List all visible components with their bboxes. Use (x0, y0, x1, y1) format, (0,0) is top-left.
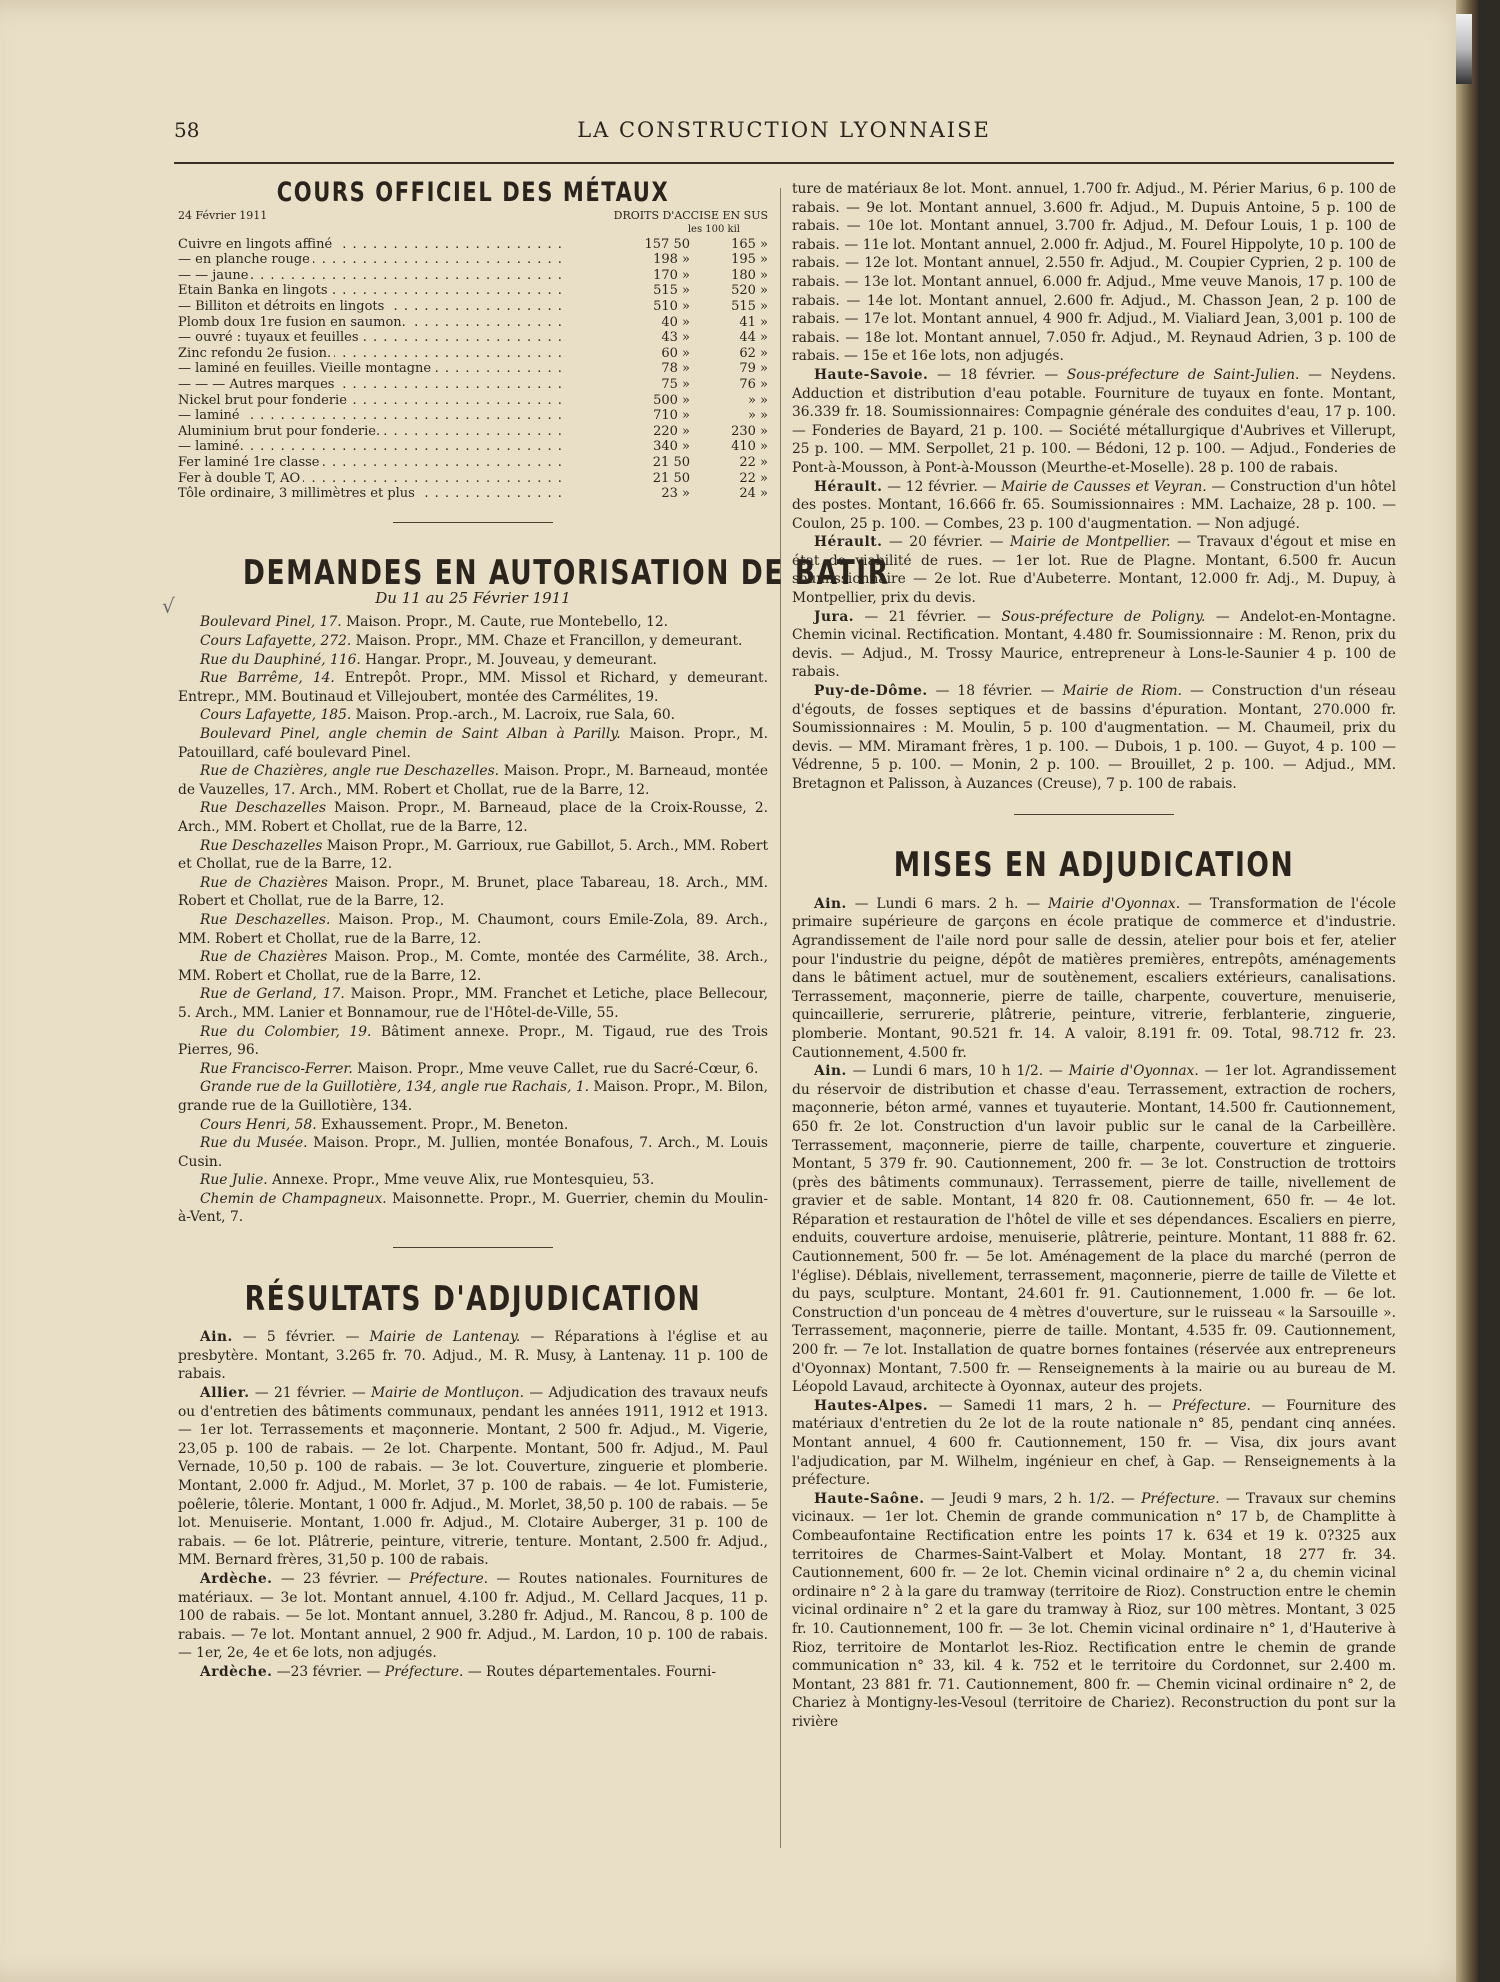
metal-row (178, 283, 768, 299)
permit-address: Rue Deschazelles. (200, 911, 331, 928)
permit-address: Rue Deschazelles (200, 800, 327, 817)
permit-address: Boulevard Pinel, angle chemin de Saint Alban à Parilly. (200, 726, 621, 743)
metal-name: — laminé (178, 408, 243, 423)
metal-price: 515 » (653, 283, 690, 299)
department: Hautes-Alpes. (814, 1397, 929, 1414)
authority: Mairie de Lantenay. (369, 1329, 521, 1346)
metal-price: 198 » (653, 252, 690, 268)
permit-entry (178, 1134, 768, 1171)
entry-date: — Lundi 6 mars. 2 h. — (846, 895, 1049, 912)
metal-name: Fer laminé 1re classe (178, 455, 322, 470)
permit-entry (178, 632, 768, 651)
permit-details: Maison. Prop.-arch., M. Lacroix, rue Sala, 60. (351, 707, 676, 724)
permit-entry (178, 762, 768, 799)
permit-entry (178, 799, 768, 836)
permit-details: Maison. Propr., M. Barneaud, place de la Croix-Rousse, 2. Arch., MM. Robert et Chollat, rue de la Barre, 12. (178, 800, 768, 835)
metal-name: — Billiton et détroits en lingots (178, 299, 387, 314)
result-entry (178, 1570, 768, 1663)
metal-name: — — — Autres marques (178, 377, 337, 392)
metal-name: Aluminium brut pour fonderie. (178, 424, 383, 439)
right-column (792, 180, 1396, 1732)
book-spine (1456, 0, 1478, 1982)
permit-details: Maison. Prop., M. Chaumont, cours Emile-Zola, 89. Arch., MM. Robert et Chollat, rue de la Barre, 12. (178, 911, 768, 947)
permit-entry (178, 911, 768, 948)
metal-name-cell (178, 346, 612, 362)
permit-address: Rue du Dauphiné, 116. (200, 651, 361, 668)
permit-address: Rue Barrême, 14. (200, 670, 335, 687)
department: Hérault. (814, 478, 883, 495)
resultats-continued (792, 180, 1396, 794)
result-entry (178, 1384, 768, 1570)
permit-entry (178, 1023, 768, 1060)
metal-name: Nickel brut pour fonderie (178, 393, 350, 408)
authority: Préfecture. (384, 1663, 464, 1680)
metal-price: 710 » (653, 408, 690, 424)
metaux-title: COURS OFFICIEL DES MÉTAUX (276, 177, 670, 208)
tender-entry (792, 895, 1396, 1062)
metaux-subheader (178, 209, 768, 237)
metal-duty-price: 230 » (731, 423, 768, 439)
metal-name: Tôle ordinaire, 3 millimètres et plus (178, 486, 418, 501)
department: Allier. (200, 1385, 250, 1402)
metaux-col-unit: les 100 kil (687, 223, 740, 235)
metal-price: 21 50 (652, 454, 690, 470)
metal-name-cell (178, 486, 612, 502)
permit-address: Cours Lafayette, 272. (200, 633, 352, 650)
metal-price: 60 » (661, 345, 690, 361)
tender-entry (792, 1397, 1396, 1490)
permit-details: Maison. Propr., M. Barneaud, montée de Vauzelles, 17. Arch., MM. Robert et Chollat, rue de la Barre, 12. (178, 763, 768, 798)
permit-address: Cours Henri, 58. (200, 1116, 317, 1133)
metal-duty-price: 44 » (739, 330, 768, 346)
metal-price: 340 » (653, 439, 690, 455)
department: Puy-de-Dôme. (814, 683, 928, 700)
metal-row (178, 268, 768, 284)
metal-duty-price: 180 » (731, 267, 768, 283)
entry-date: — 23 février. — (272, 1570, 410, 1587)
metal-name-cell (178, 237, 612, 253)
section-separator (178, 1235, 768, 1254)
resultats-list (178, 1328, 768, 1681)
result-entry (792, 366, 1396, 478)
entry-date: — 18 février. — (928, 366, 1067, 383)
metal-price: 500 » (653, 392, 690, 408)
metal-row (178, 299, 768, 315)
entry-text: — Construction d'un réseau d'égouts, de fosses septiques et de bassins d'épuration. Montant, 270.000 fr. Soumissionnaires : M. Moulin, 5 p. 100 d'augmentation. — M. Chaumeil, prix du devis. — MM. Miramant frères, 1 p. 100. — Dubois, 1 p. 100. — Guyot, 4 p. 100 — Védrenne, 5 p. 100. — Monin, 2 p. 100. — Brouillet, 2 p. 100. — Adjud., MM. Bretagnon et Palisson, à Auzances (Creuse), 7 p. 100 de rabais. (792, 683, 1396, 792)
permit-entry (178, 1060, 768, 1079)
tender-entry (792, 1062, 1396, 1397)
metal-name: Cuivre en lingots affiné (178, 237, 335, 252)
department: Haute-Savoie. (814, 366, 929, 383)
metal-price: 43 » (661, 330, 690, 346)
entry-date: — Lundi 6 mars, 10 h 1/2. — (846, 1063, 1069, 1080)
calibration-strip (1456, 14, 1472, 84)
permit-details: Entrepôt. Propr., MM. Missol et Richard, y demeurant. Entrepr., MM. Boutinaud et Villejoubert, montée des Carmélites, 19. (178, 670, 768, 705)
permit-address: Rue du Colombier, 19. (200, 1023, 372, 1040)
metal-price: 23 » (661, 486, 690, 502)
metal-row (178, 424, 768, 440)
metaux-table (178, 237, 768, 502)
metal-name: Plomb doux 1re fusion en saumon. (178, 315, 409, 330)
metal-duty-price: 165 » (731, 236, 768, 252)
department: Haute-Saône. (814, 1490, 925, 1507)
department: Ardèche. (200, 1663, 273, 1680)
entry-date: — 18 février. — (927, 683, 1063, 700)
metal-duty-price: 22 » (739, 454, 768, 470)
metal-duty-price: 62 » (739, 345, 768, 361)
section-separator (792, 802, 1396, 821)
permit-address: Grande rue de la Guillotière, 134, angle rue Rachais, 1. (200, 1079, 590, 1096)
entry-date: — 20 février. — (882, 534, 1010, 551)
metal-name-cell (178, 315, 612, 331)
permit-entry (178, 948, 768, 985)
permit-details: Maison. Prop., M. Comte, montée des Carmélite, 38. Arch., MM. Robert et Chollat, rue de la Barre, 12. (178, 949, 768, 984)
metal-name: Etain Banka en lingots (178, 283, 331, 298)
metal-name-cell (178, 439, 612, 455)
metal-duty-price: » » (747, 392, 768, 408)
metal-row (178, 330, 768, 346)
result-entry (792, 478, 1396, 534)
permit-address: Chemin de Champagneux. (200, 1190, 387, 1207)
permit-entry (178, 837, 768, 874)
permit-address: Rue Julie. (200, 1172, 268, 1189)
result-entry (178, 1663, 768, 1682)
permit-address: Rue du Musée. (200, 1135, 308, 1152)
mises-title: MISES EN ADJUDICATION (893, 845, 1295, 886)
metal-duty-price: 79 » (739, 361, 768, 377)
entry-date: — Samedi 11 mars, 2 h. — (928, 1397, 1173, 1414)
entry-date: — 21 février. — (249, 1385, 371, 1402)
metal-row (178, 361, 768, 377)
permit-entry (178, 651, 768, 670)
metal-price: 170 » (653, 267, 690, 283)
permit-entry (178, 669, 768, 706)
metal-price: 157 50 (644, 236, 690, 252)
permit-address: Rue de Gerland, 17. (200, 986, 345, 1003)
metal-row (178, 439, 768, 455)
metal-price: 21 50 (652, 470, 690, 486)
metal-name-cell (178, 424, 612, 440)
permit-details: Annexe. Propr., Mme veuve Alix, rue Montesquieu, 53. (267, 1172, 655, 1189)
department: Hérault. (814, 534, 883, 551)
entry-date: —23 février. — (272, 1663, 385, 1680)
metal-row (178, 486, 768, 502)
metal-duty-price: 515 » (731, 298, 768, 314)
entry-text: — Travaux sur chemins vicinaux. — 1er lot. Chemin de grande communication n° 17 b, de Champlitte à Combeaufontaine Rectification entre les points 17 k. 634 et 19 k. 0?325 aux territoires de Charmes-Saint-Valbert et Molay. Montant, 18 277 fr. 34. Cautionnement, 600 fr. — 2e lot. Chemin vicinal ordinaire n° 2 a, du chemin vicinal ordinaire n° 2 à la gare du tramway (territoire de Rioz). Construction entre le chemin vicinal ordinaire n° 2 et la gare du tramway à Rioz, sur 100 mètres. Montant, 3 025 fr. 10. Cautionnement, 100 fr. — 3e lot. Chemin vicinal ordinaire n° 1, d'Hauterive à Rioz, territoire de Montarlot les-Rioz. Rectification entre le chemin de grande communication n° 33, kil. 4 k. 752 et le territoire du Cordonnet, sur 2.400 m. Montant, 23 881 fr. 71. Cautionnement, 800 fr. — Chemin vicinal ordinaire n° 2, de Chariez à Montigny-les-Vesoul (territoire de Chariez). Reconstruction du pont sur la rivière (792, 1490, 1396, 1730)
metal-name: — laminé. (178, 439, 247, 454)
permit-entry (178, 706, 768, 725)
metal-name: Fer à double T, AO (178, 471, 303, 486)
permit-details: Maison. Propr., M. Jullien, montée Bonafous, 7. Arch., M. Louis Cusin. (178, 1135, 768, 1170)
entry-text: — Andelot-en-Montagne. Chemin vicinal. Rectification. Montant, 4.480 fr. Soumissionnaire : M. Renon, prix du devis. — Adjud., M. Trossy Maurice, entrepreneur à Lons-le-Saunier 4 p. 100 de rabais. (792, 608, 1396, 681)
metal-name-cell (178, 455, 612, 471)
metal-name-cell (178, 283, 612, 299)
metal-duty-price: » » (747, 408, 768, 424)
metal-duty-price: 520 » (731, 283, 768, 299)
result-entry (792, 608, 1396, 682)
entry-text: — Construction d'un hôtel des postes. Montant, 16.666 fr. 65. Soumissionnaires : MM. Lachaize, 28 p. 100. — Coulon, 25 p. 100. — Combes, 23 p. 100 d'augmentation. — Non adjugé. (792, 478, 1396, 532)
section-separator (178, 510, 768, 529)
entry-text: — 1er lot. Agrandissement du réservoir de distribution et chasse d'eau. Terrassement, extraction de rochers, maçonnerie, béton armé, vannes et tuyauterie. Montant, 14.500 fr. Cautionnement, 650 fr. 2e lot. Construction d'un lavoir public sur le canal de la Carbeillère. Terrassement, maçonnerie, pierre de taille, charpente, couverture et zinguerie. Montant, 5 379 fr. 90. Cautionnement, 200 fr. — 3e lot. Construction de trottoirs (près des bâtiments communaux). Terrassement, pierre de taille, nivellement de gravier et de sable. Montant, 14 820 fr. 08. Cautionnement, 650 fr. — 4e lot. Réparation et restauration de l'hôtel de ville et ses dépendances. Escaliers en pierre, enduits, couverture ardoise, menuiserie, plâtrerie, peinture. Montant, 11 888 fr. 62. Cautionnement, 500 fr. — 5e lot. Aménagement de la place du marché (perron de l'église). Déblais, nivellement, terrassement, maçonnerie, pierre de taille de Vilette et du pays, sculpture. Montant, 24.601 fr. 91. Cautionnement, 1.000 fr. — 6e lot. Construction d'un ponceau de 4 mètres d'ouverture, sur le ruisseau « la Sarsouille ». Terrassement, maçonnerie, pierre de taille. Montant, 4.535 fr. 09. Cautionnement, 200 fr. — 7e lot. Installation de quatre bornes fontaines (réservée aux entrepreneurs d'Oyonnax) Montant, 7.500 fr. — Renseignements à la mairie ou au bureau de M. Léopold Lavaud, architecte à Oyonnax, auteur des projets. (792, 1063, 1396, 1396)
metal-duty-price: 41 » (739, 314, 768, 330)
entry-date: — Jeudi 9 mars, 2 h. 1/2. — (924, 1490, 1142, 1507)
batir-title: DEMANDES EN AUTORISATION DE BATIR (242, 553, 890, 594)
metal-name: — ouvré : tuyaux et feuilles (178, 330, 362, 345)
metal-row (178, 393, 768, 409)
permit-address: Rue Francisco-Ferrer. (200, 1060, 353, 1077)
permit-entry (178, 1078, 768, 1115)
department: Ain. (200, 1329, 233, 1346)
authority: Mairie d'Oyonnax. (1068, 1063, 1199, 1080)
column-divider (780, 188, 781, 1848)
permit-details: Bâtiment annexe. Propr., M. Tigaud, rue des Trois Pierres, 96. (178, 1023, 769, 1059)
permit-entry (178, 1116, 768, 1135)
metal-price: 75 » (661, 376, 690, 392)
permit-details: Maison. Propr., MM. Franchet et Letiche, place Bellecour, 5. Arch., MM. Lanier et Bonnamour, rue de l'Hôtel-de-Ville, 55. (178, 986, 768, 1021)
department: Ain. (814, 1063, 847, 1080)
entry-text: — Routes nationales. Fournitures de matériaux. — 3e lot. Montant annuel, 4.100 fr. Adjud., M. Cellard Jacques, 11 p. 100 de rabais. — 5e lot. Montant annuel, 3.280 fr. Adjud., M. Rancou, 8 p. 100 de rabais. — 7e lot. Montant annuel, 2 900 fr. Adjud., M. Lardon, 10 p. 100 de rabais. — 1er, 2e, 4e et 6e lots, non adjugés. (178, 1570, 768, 1662)
metal-duty-price: 195 » (731, 252, 768, 268)
entry-text: — Travaux d'égout et mise en état de viabilité de rues. — 1er lot. Rue de Plagne. Montant, 6.500 fr. Aucun soumissionnaire — 2e lot. Rue d'Aubeterre. Montant, 12.000 fr. Adj., M. Dupuy, à Montpellier, prix du devis. (792, 534, 1396, 607)
batir-date: Du 11 au 25 Février 1911 (375, 588, 571, 607)
entry-text: — Transformation de l'école primaire supérieure de garçons en école pratique de commerce et d'industrie. Agrandissement de l'aile nord pour salle de dessin, atelier pour bois et fer, atelier pour l'industrie du peigne, dépôt de matières premières, entrepôts, aménagements dans le bâtiment actuel, mur de soutènement, escaliers extérieurs, canalisations. Terrassement, maçonnerie, pierre de taille, charpente, couverture, menuiserie, quincaillerie, serrurerie, plâtrerie, peinture, vitrerie, ferblanterie, zinguerie, plomberie. Montant, 90.521 fr. 14. A valoir, 8.191 fr. 09. Total, 98.712 fr. 23. Cautionnement, 4.500 fr. (792, 895, 1396, 1061)
entry-text: — Réparations à l'église et au presbytère. Montant, 3.265 fr. 70. Adjud., M. R. Musy, à Lantenay. 11 p. 100 de rabais. (178, 1329, 768, 1383)
metal-row (178, 408, 768, 424)
permit-details: Maison. Propr., Mme veuve Callet, rue du Sacré-Cœur, 6. (352, 1060, 759, 1077)
permit-details: Maison. Propr., M. Bilon, grande rue de la Guillotière, 134. (178, 1079, 768, 1114)
metal-row (178, 455, 768, 471)
metal-name: Zinc refondu 2e fusion. (178, 346, 334, 361)
metal-row (178, 377, 768, 393)
authority: Sous-préfecture de Saint-Julien. (1066, 366, 1300, 383)
permit-details: Maison Propr., M. Garrioux, rue Gabillot, 5. Arch., MM. Robert et Chollat, rue de la Barre, 12. (178, 837, 768, 873)
metal-duty-price: 410 » (731, 439, 768, 455)
authority: Mairie de Montluçon. (370, 1385, 525, 1402)
metal-row (178, 471, 768, 487)
result-entry (178, 1328, 768, 1384)
permit-entry (178, 1190, 768, 1227)
authority: Préfecture. (1172, 1397, 1251, 1414)
metal-name-cell (178, 268, 612, 284)
page-header (174, 118, 1394, 146)
permit-entry (178, 725, 768, 762)
department: Ain. (814, 895, 847, 912)
metal-duty-price: 22 » (739, 470, 768, 486)
entry-date: — 12 février. — (882, 478, 1002, 495)
permit-details: Hangar. Propr., M. Jouveau, y demeurant. (360, 651, 657, 668)
metaux-col-header: DROITS D'ACCISE EN SUS (613, 208, 768, 222)
permit-entry (178, 613, 768, 632)
authority: Mairie de Montpellier. (1009, 534, 1171, 551)
tender-entry (792, 1490, 1396, 1732)
permit-address: Rue de Chazières, angle rue Deschazelles. (200, 763, 500, 780)
metal-name-cell (178, 377, 612, 393)
permit-address: Rue de Chazières (200, 874, 328, 891)
permit-address: Rue Deschazelles (200, 837, 323, 854)
result-entry (792, 533, 1396, 607)
permit-entry (178, 874, 768, 911)
metal-name-cell (178, 393, 612, 409)
authority: Préfecture. (1141, 1490, 1220, 1507)
permit-details: Maison. Propr., M. Patouillard, café boulevard Pinel. (178, 726, 768, 761)
authority: Préfecture. (409, 1570, 489, 1587)
authority: Mairie de Causses et Veyran. (1001, 478, 1207, 495)
metal-name: — laminé en feuilles. Vieille montagne (178, 361, 434, 376)
metal-price: 510 » (653, 298, 690, 314)
metal-row (178, 315, 768, 331)
metal-name: — en planche rouge (178, 252, 313, 267)
entry-text: — Adjudication des travaux neufs ou d'entretien des bâtiments communaux, pendant les années 1911, 1912 et 1913. — 1er lot. Terrassements et maçonnerie. Montant, 2 500 fr. Adjud., M. Vigerie, 23,05 p. 100 de rabais. — 2e lot. Charpente. Montant, 500 fr. Adjud., M. Paul Vernade, 10,50 p. 100 de rabais. — 3e lot. Couverture, zinguerie et plomberie. Montant, 2.000 fr. Adjud., M. Morlet, 37 p. 100 de rabais. — 4e lot. Fumisterie, poêlerie, tôlerie. Montant, 1 000 fr. Adjud., M. Morlet, 38,50 p. 100 de rabais. — 5e lot. Menuiserie. Montant, 1.000 fr. Adjud., M. Clotaire Auberger, 31 p. 100 de rabais. — 6e lot. Plâtrerie, peinture, vitrerie, tenture. Montant, 2.500 fr. Adjud., MM. Bernard frères, 31,50 p. 100 de rabais. (178, 1385, 768, 1569)
permit-address: Boulevard Pinel, 17. (200, 614, 342, 631)
entry-text: — Fourniture des matériaux d'entretien du 2e lot de la route nationale n° 85, pendant cinq années. Montant annuel, 4 600 fr. Cautionnement, 150 fr. — Visa, dix jours avant l'adjudication, par M. Wilhelm, ingénieur en chef, à Gap. — Renseignements à la préfecture. (792, 1397, 1396, 1489)
permit-entry (178, 985, 768, 1022)
authority: Mairie d'Oyonnax. (1048, 895, 1181, 912)
result-entry (792, 682, 1396, 794)
entry-text: ture de matériaux 8e lot. Mont. annuel, 1.700 fr. Adjud., M. Périer Marius, 6 p. 100 de rabais. — 9e lot. Montant annuel, 3.600 fr. Adjud., M. Dupuis Antoine, 5 p. 100 de rabais. — 10e lot. Montant annuel, 3.700 fr. Adjud., M. Defour Louis, 1 p. 100 de rabais. — 11e lot. Montant annuel, 2.000 fr. Adjud., M. Fourel Hippolyte, 10 p. 100 de rabais. — 12e lot. Montant annuel, 2.550 fr. Adjud., M. Coupier Cyprien, 2 p. 100 de rabais. — 13e lot. Montant annuel, 6.000 fr. Adjud., Mme veuve Manois, 17 p. 100 de rabais. — 14e lot. Montant annuel, 2.600 fr. Adjud., M. Chasson Jean, 2 p. 100 de rabais. — 17e lot. Montant annuel, 4 900 fr. Adjud., M. Vialiard Jean, 3,001 p. 100 de rabais. — 18e lot. Montant annuel, 7.050 fr. Adjud., M. Reynaud Adrien, 3 p. 100 de rabais. — 15e et 16e lots, non adjugés. (792, 181, 1396, 365)
metal-price: 220 » (653, 423, 690, 439)
department: Jura. (814, 608, 855, 625)
permit-details: Exhaussement. Propr., M. Beneton. (316, 1116, 569, 1133)
entry-date: — 5 février. — (232, 1329, 370, 1346)
authority: Mairie de Riom. (1062, 683, 1182, 700)
page-number: 58 (174, 118, 200, 142)
metaux-date: 24 Février 1911 (178, 208, 268, 222)
authority: Sous-préfecture de Poligny. (1001, 608, 1206, 625)
metal-row (178, 237, 768, 253)
result-entry (792, 180, 1396, 366)
metal-name-cell (178, 471, 612, 487)
metal-name-cell (178, 408, 612, 424)
permit-details: Maison. Propr., M. Brunet, place Tabareau, 18. Arch., MM. Robert et Chollat, rue de la Barre, 12. (178, 874, 769, 910)
permit-address: Rue de Chazières (200, 949, 328, 966)
permit-entry (178, 1171, 768, 1190)
header-rule (174, 162, 1394, 164)
metal-row (178, 346, 768, 362)
metal-price: 40 » (661, 314, 690, 330)
handwritten-checkmark: √ (162, 594, 175, 618)
metal-name-cell (178, 299, 612, 315)
metal-price: 78 » (661, 361, 690, 377)
metal-name: — — jaune (178, 268, 251, 283)
permit-details: Maison. Propr., MM. Chaze et Francillon, y demeurant. (351, 633, 743, 650)
permit-address: Cours Lafayette, 185. (200, 707, 352, 724)
metal-name-cell (178, 330, 612, 346)
metal-name-cell (178, 361, 612, 377)
entry-text: — Routes départementales. Fourni- (463, 1663, 717, 1680)
resultats-title: RÉSULTATS D'ADJUDICATION (244, 1278, 702, 1319)
metal-name-cell (178, 252, 612, 268)
running-title: LA CONSTRUCTION LYONNAISE (577, 118, 991, 142)
metal-duty-price: 24 » (739, 486, 768, 502)
batir-list (178, 613, 768, 1227)
entry-date: — 21 février. — (854, 608, 1002, 625)
entry-text: — Neydens. Adduction et distribution d'eau potable. Fourniture de tuyaux en fonte. Montant, 36.339 fr. 18. Soumissionnaires: Compagnie générale des conduites d'eau, 17 p. 100. — Fonderies de Bayard, 21 p. 100. — Société métallurgique d'Aubrives et Villerupt, 25 p. 100. — MM. Serpollet, 21 p. 100. — Bédoni, 12 p. 100. — Adjud., Fonderies de Pont-à-Mousson, à Pont-à-Mousson (Meurthe-et-Moselle). 28 p. 100 de rabais. (792, 366, 1396, 476)
department: Ardèche. (200, 1570, 273, 1587)
permit-details: Maison. Propr., M. Caute, rue Montebello, 12. (341, 614, 669, 631)
metal-duty-price: 76 » (739, 376, 768, 392)
permit-details: Maisonnette. Propr., M. Guerrier, chemin du Moulin-à-Vent, 7. (178, 1190, 769, 1226)
metal-row (178, 252, 768, 268)
mises-list (792, 895, 1396, 1732)
